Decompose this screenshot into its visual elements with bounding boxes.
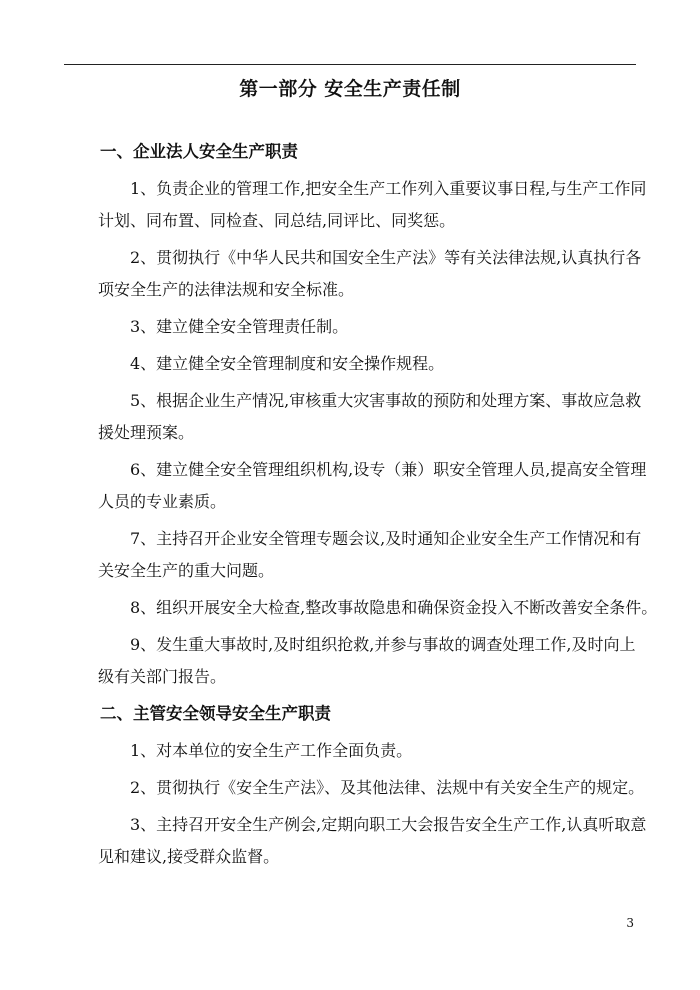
paragraph-1-8: 8、组织开展安全大检查,整改事故隐患和确保资金投入不断改善安全条件。 [130,598,658,617]
paragraph-1-4: 4、建立健全安全管理制度和安全操作规程。 [130,354,445,373]
paragraph-1-1: 1、负责企业的管理工作,把安全生产工作列入重要议事日程,与生产工作同 计划、同布置、同检查、同总结,同评比、同奖惩。 [98,179,647,230]
header-rule [64,64,636,65]
document-body [98,136,658,878]
page-number: 3 [626,916,634,930]
paragraph-1-6: 6、建立健全安全管理组织机构,设专（兼）职安全管理人员,提高安全管理 人员的专业素质。 [98,460,647,511]
section-heading-1: 一、企业法人安全生产职责 [100,142,298,161]
paragraph-2-3: 3、主持召开安全生产例会,定期向职工大会报告安全生产工作,认真听取意 见和建议,接受群众监督。 [98,815,647,866]
paragraph-1-9: 9、发生重大事故时,及时组织抢救,并参与事故的调查处理工作,及时向上 级有关部门报告。 [98,635,636,686]
section-heading-2: 二、主管安全领导安全生产职责 [100,704,331,723]
page-title: 第一部分 安全生产责任制 [239,78,461,100]
paragraph-1-3: 3、建立健全安全管理责任制。 [130,317,349,336]
paragraph-1-7: 7、主持召开企业安全管理专题会议,及时通知企业安全生产工作情况和有 关安全生产的重大问题。 [98,529,642,580]
paragraph-1-2: 2、贯彻执行《中华人民共和国安全生产法》等有关法律法规,认真执行各 项安全生产的法律法规和安全标准。 [98,248,642,299]
paragraph-1-5: 5、根据企业生产情况,审核重大灾害事故的预防和处理方案、事故应急救 援处理预案。 [98,391,642,442]
paragraph-2-1: 1、对本单位的安全生产工作全面负责。 [130,741,413,760]
paragraph-2-2: 2、贯彻执行《安全生产法》、及其他法律、法规中有关安全生产的规定。 [130,778,645,797]
